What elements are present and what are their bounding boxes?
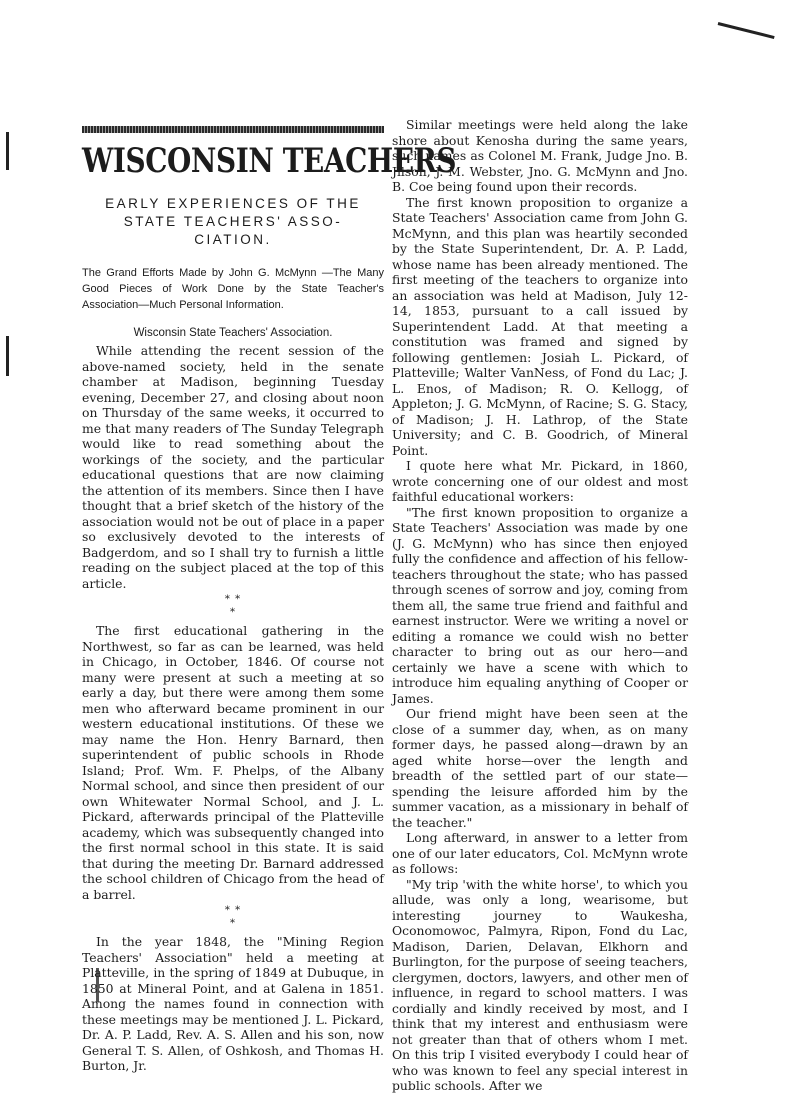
subhead: EARLY EXPERIENCES OF THE STATE TEACHERS' ASSO- CIATION. [105, 196, 361, 247]
section-separator: * * * [224, 905, 242, 929]
paragraph: In the year 1848, the "Mining Region Teachers' Association" held a meeting at Platteville, in the spring of 1849 at Dubuque, in 1850 at Mineral Point, and at Galena in 1851. Among the names found in connection with these meetings may be mentioned J. L. Pickard, Dr. A. P. Ladd, Rev. A. S. Allen and his son, now General T. S. Allen, of Oshkosh, and Thomas H. Burton, Jr. [82, 934, 384, 1073]
section-title: Wisconsin State Teachers' Association. [133, 327, 333, 339]
paragraph: Similar meetings were held along the lake shore about Kenosha during the same years, such names as Colonel M. Frank, Judge Jno. B. Jilson, J. M. Webster, Jno. G. McMynn and Jno. B. Coe being found upon their records. [392, 117, 688, 194]
deck: The Grand Efforts Made by John G. McMynn —The Many Good Pieces of Work Done by the State Teacher's Association—Much Personal Information. [82, 267, 384, 311]
right-column [392, 117, 688, 1094]
paragraph: While attending the recent session of the above-named society, held in the senate chamber at Madison, beginning Tuesday evening, December 27, and closing about noon on Thursday of the same weeks, it occurred to me that many readers of The Sunday Telegraph would like to read something about the workings of the society, and the particular educational questions that are now claiming the attention of its members. Since then I have thought that a brief sketch of the history of the association would not be out of place in a paper so exclusively devoted to the interests of Badgerdom, and so I shall try to furnish a little reading on the subject placed at the top of this article. [82, 343, 384, 591]
scan-mark-left-lower [6, 336, 9, 376]
headline: WISCONSIN TEACHERS [82, 141, 457, 181]
paragraph: The first known proposition to organize a State Teachers' Association came from John G. McMynn, and this plan was heartily seconded by the State Superintendent, Dr. A. P. Ladd, whose name has been already mentioned. The first meeting of the teachers to organize into an association was held at Madison, July 12-14, 1853, pursuant to a call issued by Superintendent Ladd. At that meeting a constitution was framed and signed by following gentlemen: Josiah L. Pickard, of Platteville; Walter VanNess, of Fond du Lac; J. L. Enos, of Madison; R. O. Kellogg, of Appleton; J. G. McMynn, of Racine; S. G. Stacy, of Madison; J. H. Lathrop, of the State University; and C. B. Goodrich, of Mineral Point. [392, 194, 688, 458]
paragraph: I quote here what Mr. Pickard, in 1860, wrote concerning one of our oldest and most faithful educational workers: [392, 458, 688, 504]
top-rule [82, 126, 384, 133]
scan-mark-top-right [718, 22, 775, 39]
section-separator: * * * [224, 594, 242, 618]
left-column [82, 126, 457, 1074]
paragraph: "My trip 'with the white horse', to which you allude, was only a long, wearisome, but interesting journey to Waukesha, Oconomowoc, Palmyra, Ripon, Fond du Lac, Madison, Darien, Delavan, Elkhorn and Burlington, for the purpose of seeing teachers, clergymen, doctors, lawyers, and other men of influence, in regard to school matters. I was cordially and kindly received by most, and I think that my interest and enthusiasm were not greater than that of others whom I met. On this trip I visited everybody I could hear of who was known to feel any special interest in public schools. After we [392, 876, 688, 1093]
paragraph: "The first known proposition to organize a State Teachers' Association was made by one (J. G. McMynn) who has since then enjoyed fully the confidence and affection of his fellow-teachers throughout the state; who has passed through scenes of sorrow and joy, coming from them all, the same true friend and faithful and earnest instructor. Were we writing a novel or editing a romance we could wish no better character to bring out as our hero—and certainly we have a scene with which to introduce him equaling anything of Cooper or James. [392, 504, 688, 706]
scan-mark-left-upper [6, 132, 9, 170]
paragraph: Our friend might have been seen at the close of a summer day, when, as on many former days, he passed along—drawn by an aged white horse—over the length and breadth of the settled part of our state—spending the leisure afforded him by the summer vacation, as a missionary in behalf of the teacher." [392, 706, 688, 830]
paragraph: The first educational gathering in the Northwest, so far as can be learned, was held in Chicago, in October, 1846. Of course not many were present at such a meeting at so early a day, but there were among them some men who afterward became prominent in our western educational institutions. Of these we may name the Hon. Henry Barnard, then superintendent of public schools in Rhode Island; Prof. Wm. F. Phelps, of the Albany Normal school, and since then president of our own Whitewater Normal School, and J. L. Pickard, afterwards principal of the Platteville academy, which was subsequently changed into the first normal school in this state. It is said that during the meeting Dr. Barnard addressed the school children of Chicago from the head of a barrel. [82, 623, 384, 902]
paragraph: Long afterward, in answer to a letter from one of our later educators, Col. McMynn wrote as follows: [392, 830, 688, 876]
